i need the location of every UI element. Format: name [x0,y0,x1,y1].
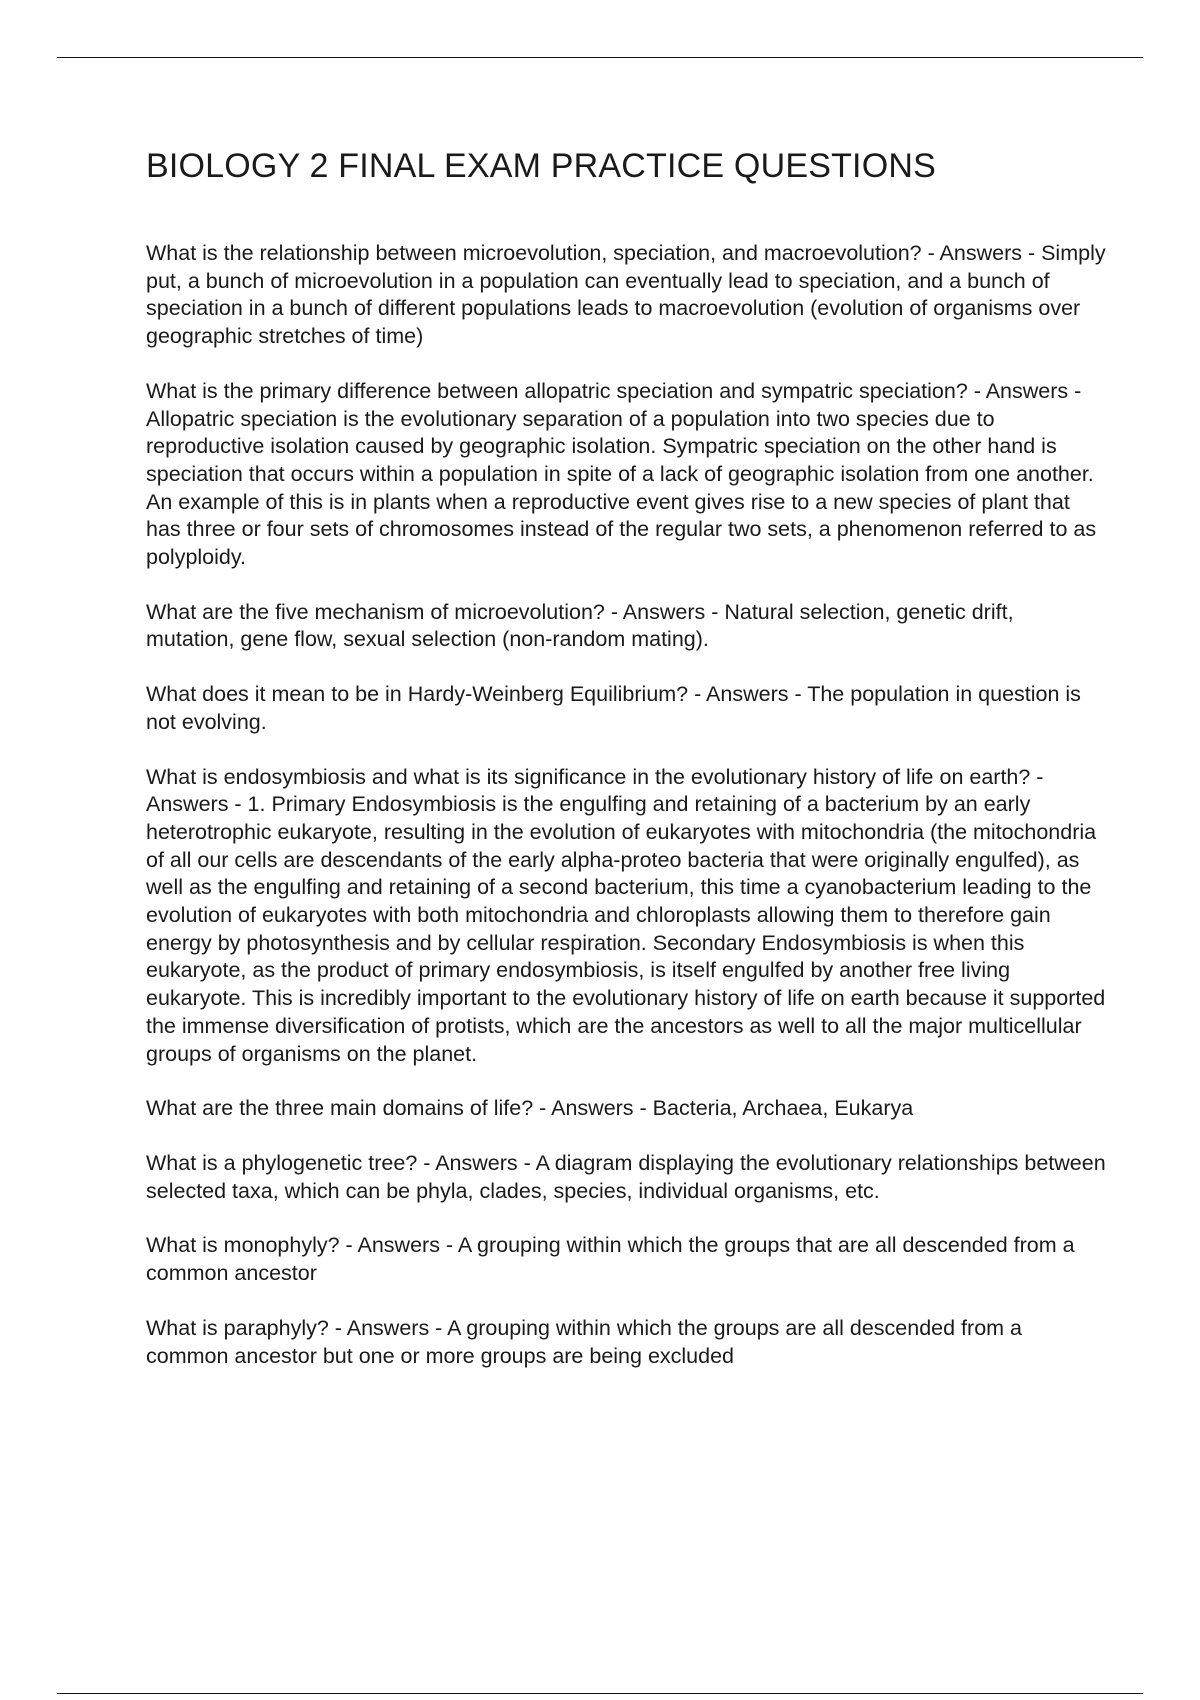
qa-item: What are the three main domains of life? - Answers - Bacteria, Archaea, Eukarya [146,1096,914,1121]
qa-item: What is monophyly? - Answers - A grouping within which the groups that are all descended from a common ancestor [146,1233,1075,1286]
qa-item: What is the relationship between microevolution, speciation, and macroevolution? - Answers - Simply put, a bunch of microevolution in a population can eventually lead to speciation, and a bunch of speciation in a bunch of different populations leads to macroevolution (evolution of organisms over geographic stretches of time) [146,241,1106,349]
document-body [146,140,1106,1397]
qa-item: What is the primary difference between allopatric speciation and sympatric speciation? - Answers - Allopatric speciation is the evolutionary separation of a population into two species due to reproductive isolation caused by geographic isolation. Sympatric speciation on the other hand is speciation that occurs within a population in spite of a lack of geographic isolation from one another. An example of this is in plants when a reproductive event gives rise to a new species of plant that has three or four sets of chromosomes instead of the regular two sets, a phenomenon referred to as polyploidy. [146,378,1097,570]
qa-item: What is a phylogenetic tree? - Answers - A diagram displaying the evolutionary relationships between selected taxa, which can be phyla, clades, species, individual organisms, etc. [146,1150,1106,1203]
qa-item: What is paraphyly? - Answers - A grouping within which the groups are all descended from a common ancestor but one or more groups are being excluded [146,1315,1022,1368]
qa-list [146,240,1106,1370]
document-title: BIOLOGY 2 FINAL EXAM PRACTICE QUESTIONS [146,147,936,185]
top-rule [57,57,1143,58]
qa-item: What are the five mechanism of microevolution? - Answers - Natural selection, genetic drift, mutation, gene flow, sexual selection (non-random mating). [146,599,1014,652]
qa-item: What does it mean to be in Hardy-Weinberg Equilibrium? - Answers - The population in question is not evolving. [146,682,1081,734]
qa-item: What is endosymbiosis and what is its significance in the evolutionary history of life on earth? - Answers - 1. Primary Endosymbiosis is the engulfing and retaining of a bacterium by an early heterotrophic eukaryote, resulting in the evolution of eukaryotes with mitochondria (the mitochondria of all our cells are descendants of the early alpha-proteo bacteria that were originally engulfed), as well as the engulfing and retaining of a second bacterium, this time a cyanobacterium leading to the evolution of eukaryotes with both mitochondria and chloroplasts allowing them to therefore gain energy by photosynthesis and by cellular respiration. Secondary Endosymbiosis is when this eukaryote, as the product of primary endosymbiosis, is itself engulfed by another free living eukaryote. This is incredibly important to the evolutionary history of life on earth because it supported the immense diversification of protists, which are the ancestors as well to all the major multicellular groups of organisms on the planet. [146,764,1106,1066]
bottom-rule [57,1693,1143,1694]
